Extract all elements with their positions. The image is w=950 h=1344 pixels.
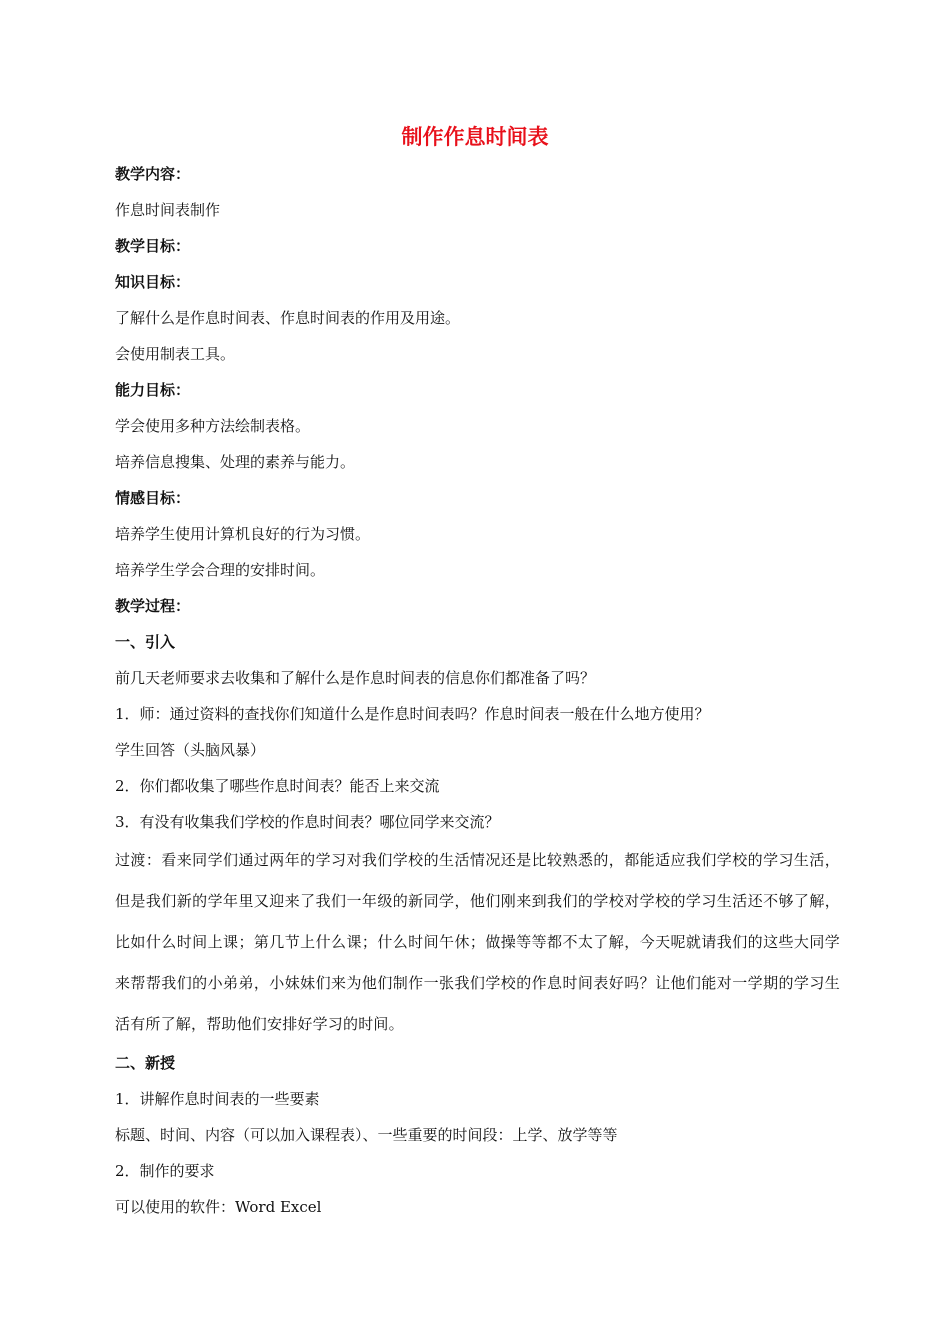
text-line: 学会使用多种方法绘制表格。 — [115, 417, 311, 435]
text-line: 1．师：通过资料的查找你们知道什么是作息时间表吗？作息时间表一般在什么地方使用？ — [115, 705, 710, 723]
heading-ability-goals: 能力目标： — [115, 381, 191, 399]
transition-paragraph: 过渡：看来同学们通过两年的学习对我们学校的生活情况还是比较熟悉的，都能适应我们学校的学习生活，但是我们新的学年里又迎来了我们一年级的新同学，他们刚来到我们的学校对学校的学习生活还不够了解，比如什么时间上课；第几节上什么课；什么时间午休；做操等等都不太了解，今天呢就请我们的这些大同学来帮帮我们的小弟弟，小妹妹们来为他们制作一张我们学校的作息时间表好吗？让他们能对一学期的学习生活有所了解，帮助他们安排好学习的时间。 — [115, 851, 840, 1033]
text-line: 了解什么是作息时间表、作息时间表的作用及用途。 — [115, 309, 461, 327]
text-line: 会使用制表工具。 — [115, 345, 236, 363]
heading-introduction: 一、引入 — [115, 633, 176, 651]
text-line: 培养学生使用计算机良好的行为习惯。 — [115, 525, 371, 543]
heading-emotion-goals: 情感目标： — [115, 489, 191, 507]
heading-teaching-content: 教学内容： — [115, 165, 191, 183]
text-line: 培养信息搜集、处理的素养与能力。 — [115, 453, 356, 471]
document-title: 制作作息时间表 — [401, 125, 549, 149]
text-line: 2．你们都收集了哪些作息时间表？能否上来交流 — [115, 777, 440, 795]
text-line: 1．讲解作息时间表的一些要素 — [115, 1090, 320, 1108]
heading-knowledge-goals: 知识目标： — [115, 273, 191, 291]
heading-teaching-goals: 教学目标： — [115, 237, 191, 255]
text-line: 作息时间表制作 — [115, 201, 221, 219]
text-line: 标题、时间、内容（可以加入课程表）、一些重要的时间段：上学、放学等等 — [115, 1126, 618, 1144]
heading-teaching-process: 教学过程： — [115, 597, 191, 615]
text-line: 2．制作的要求 — [115, 1162, 215, 1180]
text-line: 3．有没有收集我们学校的作息时间表？哪位同学来交流？ — [115, 813, 500, 831]
heading-new-lesson: 二、新授 — [115, 1054, 176, 1072]
document-body — [115, 156, 840, 1225]
text-line: 培养学生学会合理的安排时间。 — [115, 561, 326, 579]
text-line: 学生回答（头脑风暴） — [115, 741, 266, 759]
text-line: 前几天老师要求去收集和了解什么是作息时间表的信息你们都准备了吗？ — [115, 669, 596, 687]
text-line: 可以使用的软件：Word Excel — [115, 1198, 322, 1216]
